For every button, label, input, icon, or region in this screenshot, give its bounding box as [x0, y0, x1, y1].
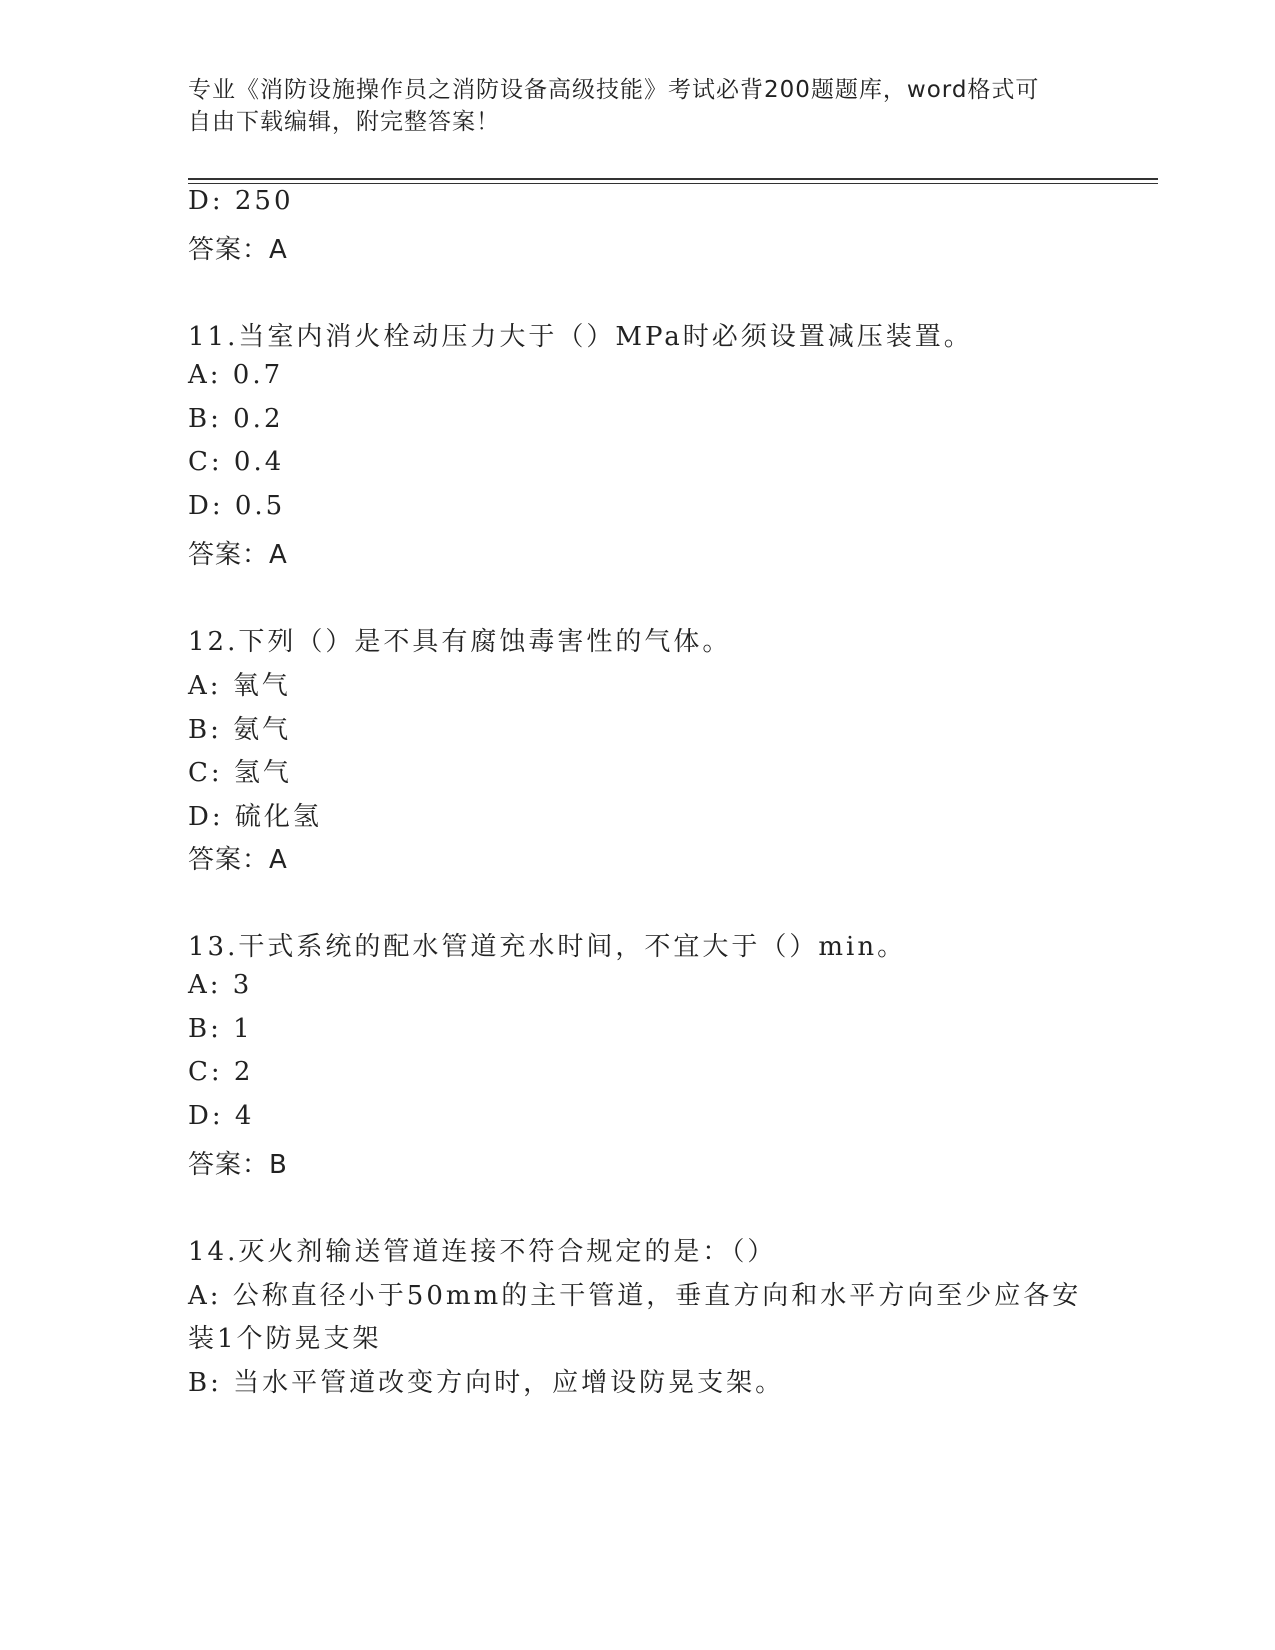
- header-divider-thin: [188, 183, 1158, 184]
- question-11-option-a: A: 0.7: [188, 360, 284, 390]
- question-12-stem: 12.下列（）是不具有腐蚀毒害性的气体。: [188, 627, 732, 657]
- question-14-stem: 14.灭火剂输送管道连接不符合规定的是：（）: [188, 1237, 777, 1267]
- question-12-answer: 答案：A: [188, 845, 288, 875]
- question-11-stem: 11.当室内消火栓动压力大于（）MPa时必须设置减压装置。: [188, 322, 973, 352]
- header-line-1: 专业《消防设施操作员之消防设备高级技能》考试必背200题题库，word格式可: [188, 77, 1040, 103]
- question-14-option-a: A: 公称直径小于50mm的主干管道，垂直方向和水平方向至少应各安: [188, 1281, 1082, 1311]
- question-14-option-b: B: 当水平管道改变方向时，应增设防晃支架。: [188, 1368, 785, 1398]
- question-11-option-d: D: 0.5: [188, 491, 286, 521]
- question-11-option-b: B: 0.2: [188, 404, 284, 434]
- question-13-option-b: B: 1: [188, 1014, 253, 1044]
- question-12-option-d: D: 硫化氢: [188, 802, 322, 832]
- question-13-option-d: D: 4: [188, 1101, 255, 1131]
- prev-answer: 答案：A: [188, 235, 288, 265]
- question-12-option-c: C: 氢气: [188, 758, 292, 788]
- question-13-stem: 13.干式系统的配水管道充水时间，不宜大于（）min。: [188, 932, 907, 962]
- question-11-option-c: C: 0.4: [188, 447, 285, 477]
- question-11-answer: 答案：A: [188, 540, 288, 570]
- header-divider-thick: [188, 178, 1158, 180]
- document-header: [188, 74, 1068, 138]
- question-12-option-a: A: 氧气: [188, 671, 291, 701]
- header-line-2: 自由下载编辑，附完整答案！: [188, 109, 500, 135]
- question-13-option-c: C: 2: [188, 1057, 254, 1087]
- question-12-option-b: B: 氨气: [188, 715, 292, 745]
- prev-option-d: D: 250: [188, 186, 294, 216]
- question-13-answer: 答案：B: [188, 1150, 288, 1180]
- question-14-option-a-continued: 装1个防晃支架: [188, 1324, 382, 1354]
- question-13-option-a: A: 3: [188, 970, 253, 1000]
